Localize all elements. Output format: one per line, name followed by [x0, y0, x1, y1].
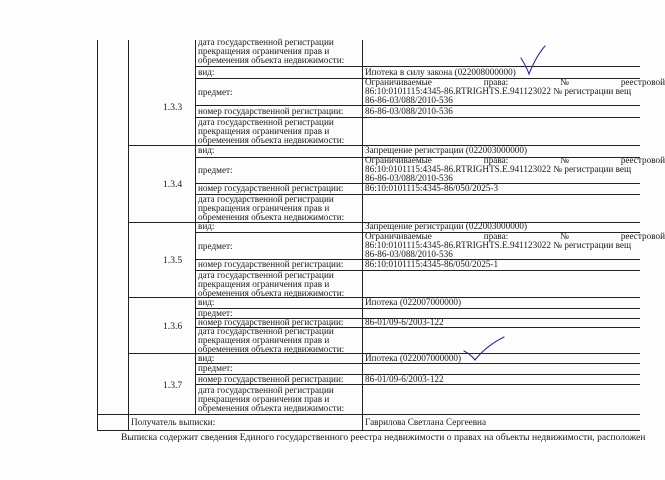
recipient-label: Получатель выписки: — [131, 417, 216, 427]
vid-label: вид: — [198, 67, 215, 77]
predmet-line3: 86-86-03/088/2010-536 — [365, 173, 453, 183]
date-label-line3: обременения объекта недвижимости: — [198, 344, 345, 354]
predmet-label: предмет: — [198, 87, 233, 97]
predmet-label: предмет: — [198, 308, 233, 318]
entry-number: 1.3.6 — [163, 321, 183, 332]
top-date-label-line3: обременения объекта недвижимости: — [198, 55, 345, 65]
predmet-word: права: — [483, 77, 509, 87]
date-label-line3: обременения объекта недвижимости: — [198, 403, 345, 413]
column-divider-3 — [362, 40, 363, 431]
predmet-label: предмет: — [198, 363, 233, 373]
column-divider-2 — [195, 40, 196, 415]
predmet-word: № — [560, 231, 569, 241]
predmet-word: № — [560, 77, 569, 87]
date-label-line3: обременения объекта недвижимости: — [198, 212, 345, 222]
vid-label: вид: — [198, 221, 215, 231]
vid-value: Запрещение регистрации (022003000000) — [365, 221, 528, 231]
vid-value: Ипотека в силу закона (022008000000) — [365, 67, 516, 77]
nomer-label: номер государственной регистрации: — [198, 374, 344, 384]
row-line — [195, 308, 640, 309]
footer-text: Выписка содержит сведения Единого государственного реестра недвижимости о правах на объекты недвижимости, расположен — [121, 432, 646, 443]
vid-value: Ипотека (022007000000) — [365, 353, 462, 363]
date-label-line2: прекращения ограничения прав и — [198, 126, 330, 136]
check-mark-icon — [518, 44, 548, 78]
nomer-value: 86-01/09-6/2003-122 — [365, 374, 444, 384]
predmet-label: предмет: — [198, 165, 233, 175]
date-label-line3: обременения объекта недвижимости: — [198, 288, 345, 298]
vid-label: вид: — [198, 297, 215, 307]
predmet-line3: 86-86-03/088/2010-536 — [365, 249, 453, 259]
nomer-value: 86:10:0101115:4345-86/050/2025-1 — [365, 259, 499, 269]
entry-number: 1.3.7 — [163, 380, 183, 391]
date-label-line1: дата государственной регистрации — [198, 270, 334, 280]
nomer-label: номер государственной регистрации: — [198, 183, 344, 193]
nomer-label: номер государственной регистрации: — [198, 259, 344, 269]
table-row-line — [97, 414, 640, 415]
date-label-line1: дата государственной регистрации — [198, 326, 334, 336]
predmet-word: Ограничиваемые — [365, 231, 432, 241]
date-label-line1: дата государственной регистрации — [198, 194, 334, 204]
date-label-line3: обременения объекта недвижимости: — [198, 135, 345, 145]
nomer-value: 86-86-03/088/2010-536 — [365, 106, 453, 116]
vid-label: вид: — [198, 353, 215, 363]
date-label-line2: прекращения ограничения прав и — [198, 279, 330, 289]
date-label-line1: дата государственной регистрации — [198, 117, 334, 127]
recipient-value: Гаврилова Светлана Сергеевна — [365, 417, 487, 427]
predmet-label: предмет: — [198, 241, 233, 251]
predmet-word: права: — [483, 155, 509, 165]
nomer-value: 86:10:0101115:4345-86/050/2025-3 — [365, 183, 499, 193]
predmet-word: Ограничиваемые — [365, 77, 432, 87]
predmet-word: права: — [483, 231, 509, 241]
predmet-word: реестровой — [620, 155, 665, 165]
entry-number: 1.3.3 — [163, 102, 183, 113]
date-label-line1: дата государственной регистрации — [198, 385, 334, 395]
predmet-line2: 86:10:0101115:4345-86.RTRIGHTS.E.941123022 № регистрации вещ — [365, 164, 632, 174]
predmet-line3: 86-86-03/088/2010-536 — [365, 95, 453, 105]
predmet-word: № — [560, 155, 569, 165]
date-label-line2: прекращения ограничения прав и — [198, 335, 330, 345]
nomer-value: 86-01/09-6/2003-122 — [365, 317, 444, 327]
top-date-label-line2: прекращения ограничения прав и — [198, 46, 330, 56]
nomer-label: номер государственной регистрации: — [198, 317, 344, 327]
predmet-word: Ограничиваемые — [365, 155, 432, 165]
entry-number: 1.3.4 — [163, 179, 183, 190]
date-label-line2: прекращения ограничения прав и — [198, 394, 330, 404]
predmet-word: реестровой — [620, 231, 665, 241]
outer-left-border — [97, 40, 98, 431]
nomer-label: номер государственной регистрации: — [198, 106, 344, 116]
entry-number: 1.3.5 — [163, 255, 183, 266]
predmet-line2: 86:10:0101115:4345-86.RTRIGHTS.E.941123022 № регистрации вещ — [365, 86, 632, 96]
date-label-line2: прекращения ограничения прав и — [198, 203, 330, 213]
table-bottom-border — [97, 430, 640, 431]
vid-value: Ипотека (022007000000) — [365, 297, 462, 307]
vid-label: вид: — [198, 145, 215, 155]
vid-value: Запрещение регистрации (022003000000) — [365, 145, 528, 155]
column-divider-1 — [128, 40, 129, 431]
top-date-label-line1: дата государственной регистрации — [198, 37, 334, 47]
predmet-word: реестровой — [620, 77, 665, 87]
predmet-line2: 86:10:0101115:4345-86.RTRIGHTS.E.941123022 № регистрации вещ — [365, 240, 632, 250]
check-mark-icon — [460, 333, 506, 363]
